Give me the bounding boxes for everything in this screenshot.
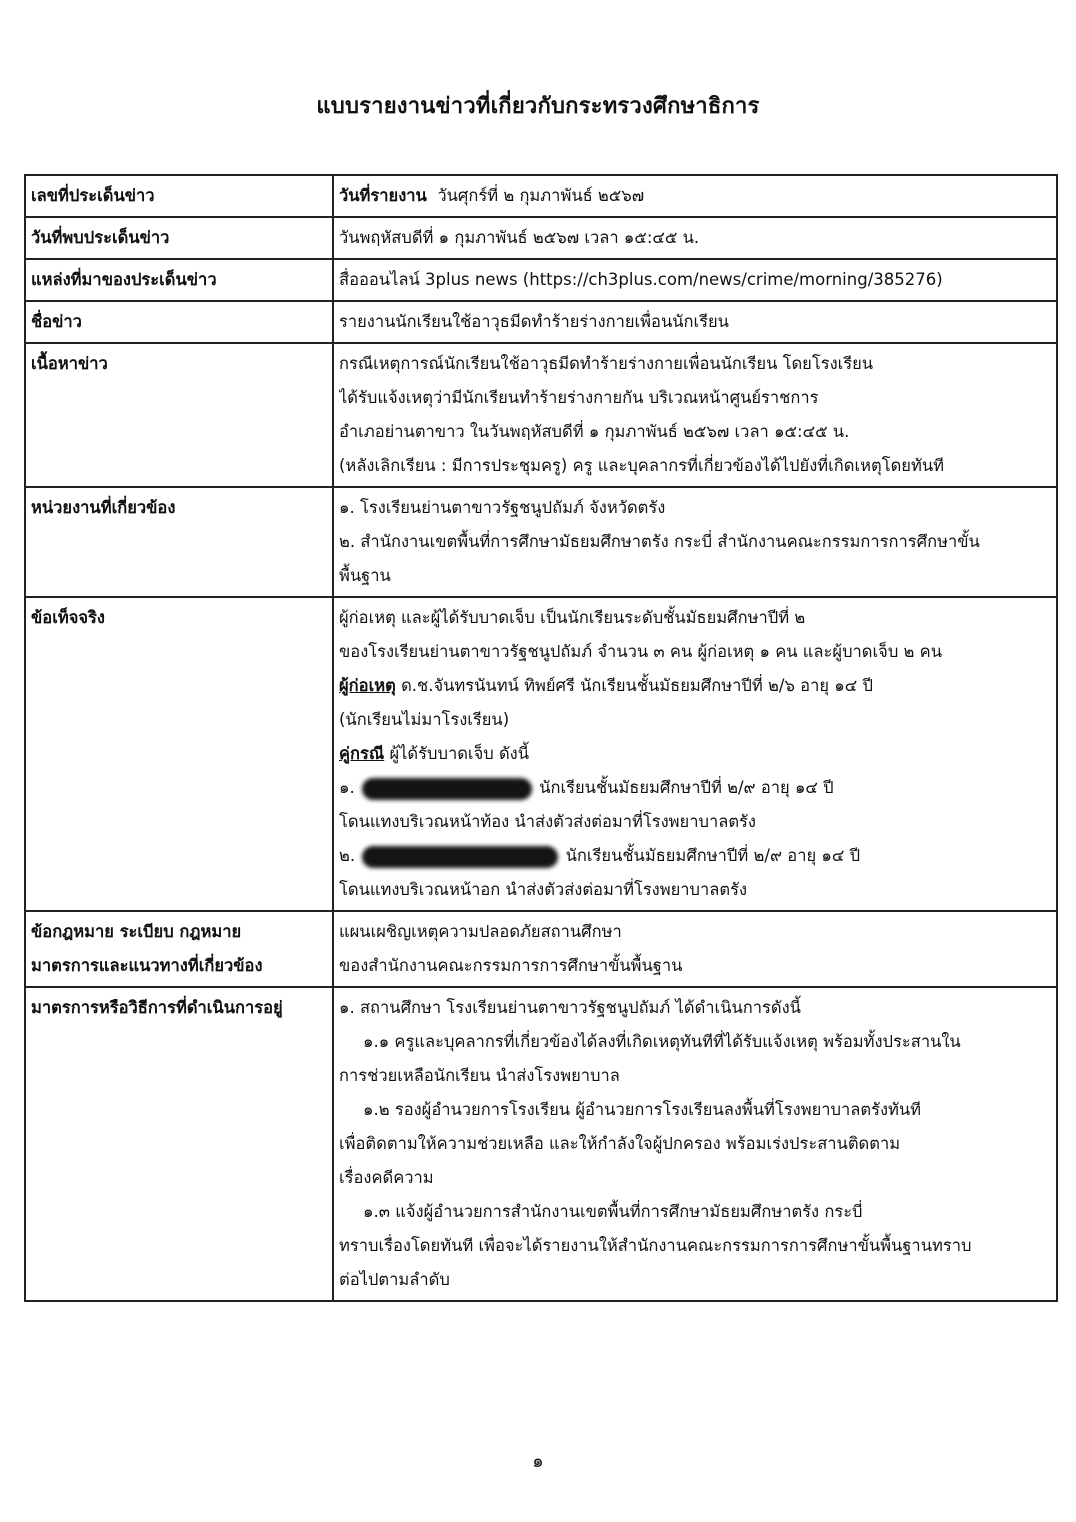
victim-2-text: นักเรียนชั้นมัธยมศึกษาปีที่ ๒/๙ อายุ ๑๔ ปี — [565, 846, 861, 865]
measures-line: เรื่องคดีความ — [339, 1168, 434, 1187]
row-source — [25, 259, 1057, 301]
value-headline: รายงานนักเรียนใช้อาวุธมีดทำร้ายร่างกายเพื่อนนักเรียน — [333, 301, 1057, 343]
row-measures — [25, 987, 1057, 1301]
laws-line: แผนเผชิญเหตุความปลอดภัยสถานศึกษา — [339, 922, 622, 941]
label-source: แหล่งที่มาของประเด็นข่าว — [25, 259, 333, 301]
victims-text: ผู้ได้รับบาดเจ็บ ดังนี้ — [389, 744, 530, 763]
victim-1-text: นักเรียนชั้นมัธยมศึกษาปีที่ ๒/๙ อายุ ๑๔ ปี — [539, 778, 834, 797]
row-agencies — [25, 487, 1057, 597]
label-issue-no: เลขที่ประเด็นข่าว — [25, 175, 333, 217]
label-facts: ข้อเท็จจริง — [25, 597, 333, 911]
label-agencies: หน่วยงานที่เกี่ยวข้อง — [25, 487, 333, 597]
measures-line: ๑. สถานศึกษา โรงเรียนย่านตาขาวรัฐชนูปถัมภ์ ได้ดำเนินการดังนี้ — [339, 998, 801, 1017]
redacted-name — [362, 846, 558, 868]
value-report-date — [333, 175, 1057, 217]
row-headline — [25, 301, 1057, 343]
facts-line: ของโรงเรียนย่านตาขาวรัฐชนูปถัมภ์ จำนวน ๓ คน ผู้ก่อเหตุ ๑ คน และผู้บาดเจ็บ ๒ คน — [339, 642, 942, 661]
value-source: สื่อออนไลน์ 3plus news (https://ch3plus.com/news/crime/morning/385276) — [333, 259, 1057, 301]
victim-2-detail: โดนแทงบริเวณหน้าอก นำส่งตัวส่งต่อมาที่โรงพยาบาลตรัง — [339, 880, 748, 899]
measures-line: ๑.๓ แจ้งผู้อำนวยการสำนักงานเขตพื้นที่การศึกษามัธยมศึกษาตรัง กระบี่ — [363, 1202, 863, 1221]
content-line: กรณีเหตุการณ์นักเรียนใช้อาวุธมีดทำร้ายร่างกายเพื่อนนักเรียน โดยโรงเรียน — [339, 354, 874, 373]
label-laws — [25, 911, 333, 987]
agency-line: พื้นฐาน — [339, 566, 391, 585]
label-found-date: วันที่พบประเด็นข่าว — [25, 217, 333, 259]
victim-2-line — [339, 839, 1051, 873]
agency-line: ๑. โรงเรียนย่านตาขาวรัฐชนูปถัมภ์ จังหวัดตรัง — [339, 498, 666, 517]
perpetrator-text: ด.ช.จันทรนันทน์ ทิพย์ศรี นักเรียนชั้นมัธยมศึกษาปีที่ ๒/๖ อายุ ๑๔ ปี — [401, 676, 873, 695]
agency-line: ๒. สำนักงานเขตพื้นที่การศึกษามัธยมศึกษาตรัง กระบี่ สำนักงานคณะกรรมการการศึกษาขั้น — [339, 532, 980, 551]
value-facts — [333, 597, 1057, 911]
measures-line: เพื่อติดตามให้ความช่วยเหลือ และให้กำลังใจผู้ปกครอง พร้อมเร่งประสานติดตาม — [339, 1134, 901, 1153]
report-date-text: วันศุกร์ที่ ๒ กุมภาพันธ์ ๒๕๖๗ — [437, 186, 645, 205]
victim-1-prefix: ๑. — [339, 778, 360, 797]
measures-line: ต่อไปตามลำดับ — [339, 1270, 450, 1289]
page-number: ๑ — [532, 1451, 544, 1472]
page-title: แบบรายงานข่าวที่เกี่ยวกับกระทรวงศึกษาธิการ — [316, 94, 760, 119]
content-line: ได้รับแจ้งเหตุว่ามีนักเรียนทำร้ายร่างกายกัน บริเวณหน้าศูนย์ราชการ — [339, 388, 819, 407]
victim-2-prefix: ๒. — [339, 846, 361, 865]
measures-line: ทราบเรื่องโดยทันที เพื่อจะได้รายงานให้สำนักงานคณะกรรมการการศึกษาขั้นพื้นฐานทราบ — [339, 1236, 972, 1255]
row-facts — [25, 597, 1057, 911]
report-table — [24, 174, 1058, 1302]
row-issue-no — [25, 175, 1057, 217]
measures-line: ๑.๑ ครูและบุคลากรที่เกี่ยวข้องได้ลงที่เกิดเหตุทันทีที่ได้รับแจ้งเหตุ พร้อมทั้งประสานใน — [363, 1032, 961, 1051]
measures-line: ๑.๒ รองผู้อำนวยการโรงเรียน ผู้อำนวยการโรงเรียนลงพื้นที่โรงพยาบาลตรังทันที — [363, 1100, 922, 1119]
row-found-date — [25, 217, 1057, 259]
label-report-date: วันที่รายงาน — [339, 186, 427, 205]
laws-line: ของสำนักงานคณะกรรมการการศึกษาขั้นพื้นฐาน — [339, 956, 683, 975]
label-measures: มาตรการหรือวิธีการที่ดำเนินการอยู่ — [25, 987, 333, 1301]
value-laws — [333, 911, 1057, 987]
facts-victims-line — [339, 737, 1051, 771]
row-laws — [25, 911, 1057, 987]
label-content: เนื้อหาข่าว — [25, 343, 333, 487]
label-headline: ชื่อข่าว — [25, 301, 333, 343]
redacted-name — [362, 778, 532, 800]
measures-line: การช่วยเหลือนักเรียน นำส่งโรงพยาบาล — [339, 1066, 620, 1085]
value-found-date: วันพฤหัสบดีที่ ๑ กุมภาพันธ์ ๒๕๖๗ เวลา ๑๕:๔๕ น. — [333, 217, 1057, 259]
laws-label-line: ข้อกฎหมาย ระเบียบ กฎหมาย — [31, 922, 242, 941]
laws-label-line: มาตรการและแนวทางที่เกี่ยวข้อง — [31, 956, 263, 975]
facts-line: ผู้ก่อเหตุ และผู้ได้รับบาดเจ็บ เป็นนักเรียนระดับชั้นมัธยมศึกษาปีที่ ๒ — [339, 608, 806, 627]
value-agencies — [333, 487, 1057, 597]
content-line: (หลังเลิกเรียน : มีการประชุมครู) ครู และบุคลากรที่เกี่ยวข้องได้ไปยังที่เกิดเหตุโดยทันที — [339, 456, 944, 475]
victims-label: คู่กรณี — [339, 744, 385, 763]
victim-1-detail: โดนแทงบริเวณหน้าท้อง นำส่งตัวส่งต่อมาที่โรงพยาบาลตรัง — [339, 812, 756, 831]
victim-1-line — [339, 771, 1051, 805]
perpetrator-label: ผู้ก่อเหตุ — [339, 676, 396, 695]
value-measures — [333, 987, 1057, 1301]
value-content — [333, 343, 1057, 487]
facts-line: (นักเรียนไม่มาโรงเรียน) — [339, 710, 510, 729]
content-line: อำเภอย่านตาขาว ในวันพฤหัสบดีที่ ๑ กุมภาพันธ์ ๒๕๖๗ เวลา ๑๕:๔๕ น. — [339, 422, 850, 441]
facts-perpetrator-line — [339, 669, 1051, 703]
row-content — [25, 343, 1057, 487]
